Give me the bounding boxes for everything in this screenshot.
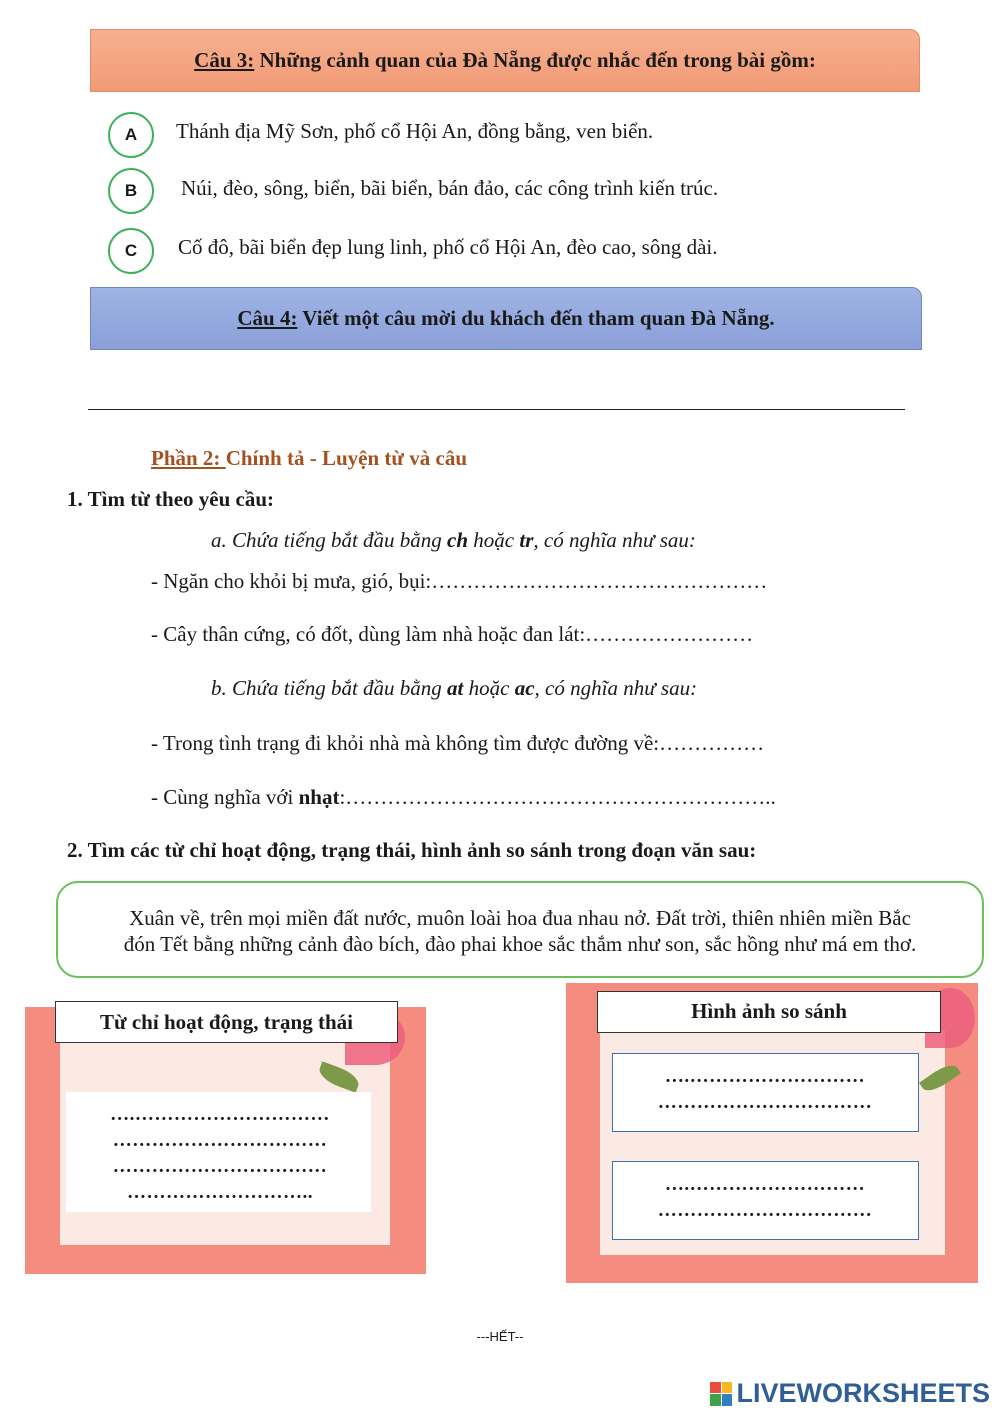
exercise-1b-instruction <box>211 676 697 701</box>
left-line-2[interactable]: …………………………… <box>112 1130 328 1151</box>
option-c-text: Cố đô, bãi biển đẹp lung linh, phố cổ Hội An, đèo cao, sông dài. <box>178 235 718 259</box>
ex1a-keyword-tr: tr <box>519 528 534 552</box>
passage-line-1: Xuân về, trên mọi miền đất nước, muôn loài hoa đua nhau nở. Đất trời, thiên nhiên miền Bắc <box>129 906 911 930</box>
comparison-box-1-lines[interactable] <box>615 1064 915 1116</box>
brand-text: LIVEWORKSHEETS <box>736 1378 990 1408</box>
part-2-label: Phần 2: <box>151 446 226 470</box>
ex1b-mid: hoặc <box>463 676 515 700</box>
comparison-2-line-1[interactable]: ….……………………… <box>664 1174 866 1195</box>
comparison-1-line-1[interactable]: ….……………………… <box>664 1066 866 1087</box>
exercise-1a-instruction <box>211 528 696 553</box>
left-line-4[interactable]: ……………………….. <box>127 1182 313 1203</box>
question-4-header <box>90 287 922 350</box>
ex1a-pre: a. Chứa tiếng bắt đầu bằng <box>211 528 448 552</box>
option-a-text: Thánh địa Mỹ Sơn, phố cổ Hội An, đồng bằng, ven biển. <box>176 119 654 143</box>
ex1b-item-2[interactable] <box>151 785 776 810</box>
option-b-text: Núi, đèo, sông, biển, bãi biển, bán đảo, các công trình kiến trúc. <box>181 176 719 200</box>
left-answer-lines[interactable] <box>70 1102 370 1206</box>
liveworksheets-icon <box>710 1382 732 1406</box>
ex1b-item-1[interactable]: - Trong tình trạng đi khỏi nhà mà không tìm được đường về:…………… <box>151 731 765 755</box>
ex1b-item-2-post: :…………………………………………………….. <box>339 785 776 809</box>
ex1b-keyword-ac: ac <box>514 676 535 700</box>
end-marker: ---HẾT-- <box>476 1329 524 1344</box>
ex1b-keyword-at: at <box>447 676 464 700</box>
ex1b-post: , có nghĩa như sau: <box>534 676 698 700</box>
part-2-heading <box>151 446 467 471</box>
question-4-label: Câu 4: <box>237 306 298 330</box>
ex1a-keyword-ch: ch <box>447 528 469 552</box>
comparison-1-line-2[interactable]: …………………………… <box>657 1092 873 1113</box>
ex1a-item-1[interactable]: - Ngăn cho khỏi bị mưa, gió, bụi:………………………………………… <box>151 569 768 593</box>
ex1a-post: , có nghĩa như sau: <box>533 528 696 552</box>
option-c-button[interactable]: C <box>108 228 154 274</box>
question-4-text: Viết một câu mời du khách đến tham quan Đà Nẵng. <box>297 306 775 330</box>
question-3-label: Câu 3: <box>194 48 255 72</box>
left-card-title: Từ chỉ hoạt động, trạng thái <box>55 1001 398 1043</box>
left-line-3[interactable]: …………………………… <box>112 1156 328 1177</box>
exercise-1-title: 1. Tìm từ theo yêu cầu: <box>67 487 275 511</box>
comparison-2-line-2[interactable]: …………………………… <box>657 1200 873 1221</box>
comparison-box-2-lines[interactable] <box>615 1172 915 1224</box>
exercise-2-title: 2. Tìm các từ chỉ hoạt động, trạng thái, hình ảnh so sánh trong đoạn văn sau: <box>67 838 757 862</box>
left-line-1[interactable]: ….………………………… <box>110 1104 330 1125</box>
option-a-button[interactable]: A <box>108 112 154 158</box>
option-b-button[interactable]: B <box>108 168 154 214</box>
answer-line-question-4[interactable] <box>88 409 905 410</box>
ex1a-mid: hoặc <box>468 528 520 552</box>
right-card-title: Hình ảnh so sánh <box>597 991 941 1033</box>
ex1b-keyword-nhat: nhạt <box>298 785 340 809</box>
liveworksheets-logo <box>710 1378 990 1409</box>
question-3-text: Những cảnh quan của Đà Nẵng được nhắc đến trong bài gồm: <box>254 48 816 72</box>
ex1a-item-2[interactable]: - Cây thân cứng, có đốt, dùng làm nhà hoặc đan lát:…………………… <box>151 622 754 646</box>
passage-box <box>56 881 984 978</box>
question-3-header <box>90 29 920 92</box>
ex1b-item-2-pre: - Cùng nghĩa với <box>151 785 299 809</box>
passage-line-2: đón Tết bằng những cảnh đào bích, đào phai khoe sắc thắm như son, sắc hồng như má em thơ. <box>123 932 917 956</box>
ex1b-pre: b. Chứa tiếng bắt đầu bằng <box>211 676 448 700</box>
part-2-title: Chính tả - Luyện từ và câu <box>225 446 467 470</box>
